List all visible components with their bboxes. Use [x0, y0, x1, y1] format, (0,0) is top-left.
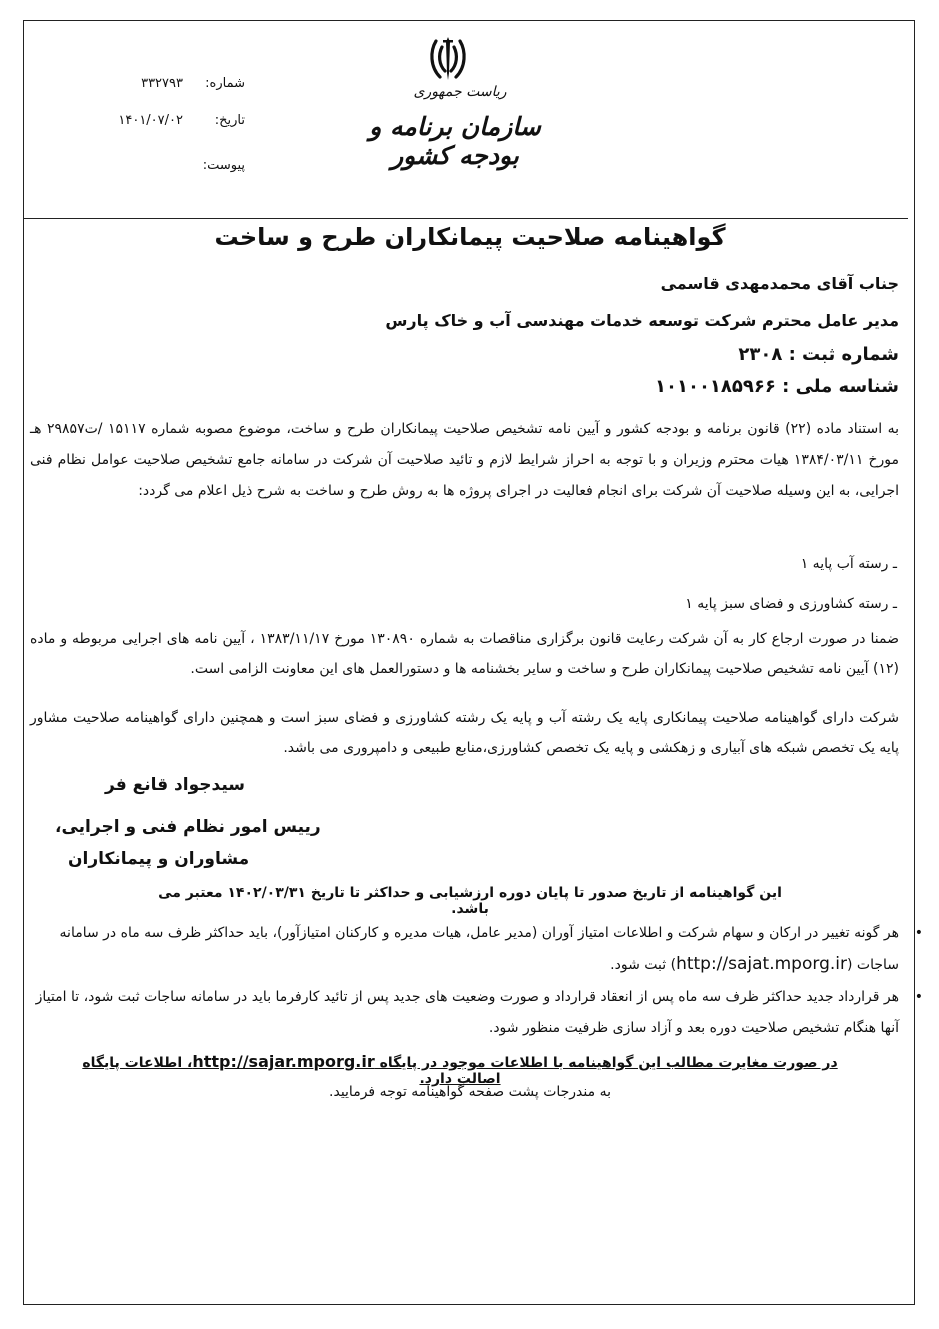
- note-item-2: [35, 982, 923, 1044]
- org-name: سازمان برنامه و بودجه کشور: [369, 112, 541, 170]
- validity-statement: این گواهینامه از تاریخ صدور تا پایان دوره ارزشیابی و حداکثر تا تاریخ ۱۴۰۲/۰۳/۳۱ معتبر می باشد.: [158, 885, 782, 917]
- warning-suffix: ، اطلاعات پایگاه اصالت دارد.: [82, 1055, 501, 1087]
- signatory-name: سیدجواد قانع فر: [105, 775, 245, 795]
- sajar-link[interactable]: http://sajar.mporg.ir: [192, 1052, 375, 1071]
- national-id: شناسه ملی : ۱۰۱۰۰۱۸۵۹۶۶: [655, 376, 899, 397]
- date-label: تاریخ:: [214, 113, 245, 128]
- date-row: [95, 113, 245, 133]
- bullet-icon: •: [914, 989, 923, 1005]
- date-value: ۱۴۰۱/۰۷/۰۲: [118, 113, 183, 128]
- header-divider: [23, 218, 908, 219]
- back-page-note: به مندرجات پشت صفحه گواهینامه توجه فرمایید.: [329, 1084, 611, 1100]
- category-item-1: ـ رسته آب پایه ۱: [800, 556, 897, 572]
- attachment-row: [95, 158, 245, 178]
- iran-emblem-icon: [428, 33, 468, 85]
- recipient-name: جناب آقای محمدمهدی قاسمی: [660, 274, 899, 293]
- sajat-link[interactable]: http://sajat.mporg.ir: [676, 954, 847, 974]
- bullet-icon: •: [914, 925, 923, 941]
- signatory-title-line2: مشاوران و پیمانکاران: [68, 849, 250, 869]
- category-item-2: ـ رسته کشاورزی و فضای سبز پایه ۱: [685, 596, 897, 612]
- warning-prefix: در صورت مغایرت مطالب این گواهینامه با اطلاعات موجود در پایگاه: [374, 1055, 838, 1071]
- number-row: [95, 76, 245, 96]
- authenticity-warning: [60, 1052, 860, 1087]
- note1-text-end: ) ثبت شود.: [610, 957, 677, 973]
- number-value: ۳۳۲۷۹۳: [141, 76, 183, 91]
- registration-number: شماره ثبت : ۲۳۰۸: [738, 344, 899, 365]
- note2-text: هر قرارداد جدید حداکثر ظرف سه ماه پس از انعقاد قرارداد و صورت وضعیت های جدید پس از تائید کارفرما باید در سامانه ساجات ثبت شود، تا امتیاز آنها هنگام تشخیص صلاحیت دوره بعد و آزاد سازی ظرفیت منظور شود.: [35, 989, 899, 1036]
- signatory-title-line1: رییس امور نظام فنی و اجرایی،: [55, 817, 321, 837]
- certificate-title: گواهینامه صلاحیت پیمانکاران طرح و ساخت: [214, 223, 726, 251]
- regulations-paragraph: ضمنا در صورت ارجاع کار به آن شرکت رعایت قانون برگزاری مناقصات به شماره ۱۳۰۸۹۰ مورخ ۱۳۸۳/۱۱/۱۷ ، آیین نامه های اجرایی مربوطه و ماده (۱۲) آیین نامه تشخیص صلاحیت پیمانکاران طرح و ساخت و سایر بخشنامه ها و دستورالعمل های این معاونت الزامی است.: [30, 631, 899, 677]
- number-label: شماره:: [205, 76, 245, 91]
- note-item-1: [35, 918, 923, 981]
- recipient-position: مدیر عامل محترم شرکت توسعه خدمات مهندسی آب و خاک پارس: [385, 311, 899, 330]
- qualifications-paragraph: شرکت دارای گواهینامه صلاحیت پیمانکاری پایه یک رشته آب و پایه یک رشته کشاورزی و فضای سبز است و همچنین دارای گواهینامه صلاحیت مشاور پایه یک تخصص شبکه های آبیاری و زهکشی و پایه یک تخصص کشاورزی،منابع طبیعی و دامپروری می باشد.: [30, 710, 899, 756]
- note1-text-start: هر گونه تغییر در ارکان و سهام شرکت و اطلاعات امتیاز آوران (مدیر عامل، هیات مدیره و کارکنان امتیازآور)، باید حداکثر ظرف سه ماه در سامانه ساجات (: [59, 925, 899, 973]
- intro-paragraph: به استناد ماده (۲۲) قانون برنامه و بودجه کشور و آیین نامه تشخیص صلاحیت پیمانکاران طرح و ساخت، موضوع مصوبه شماره ۱۵۱۱۷ /ت۲۹۸۵۷ هـ مورخ ۱۳۸۴/۰۳/۱۱ هیات محترم وزیران و با توجه به احراز شرایط لازم و تائید صلاحیت آن شرکت در سامانه جامع تشخیص صلاحیت عوامل نظام فنی اجرایی، به این وسیله صلاحیت آن شرکت برای انجام فعالیت در اجرای پروژه ها به روش طرح و ساخت به شرح ذیل اعلام می گردد:: [30, 421, 899, 499]
- attachment-label: پیوست:: [202, 158, 245, 173]
- org-subtitle: ریاست جمهوری: [413, 84, 507, 100]
